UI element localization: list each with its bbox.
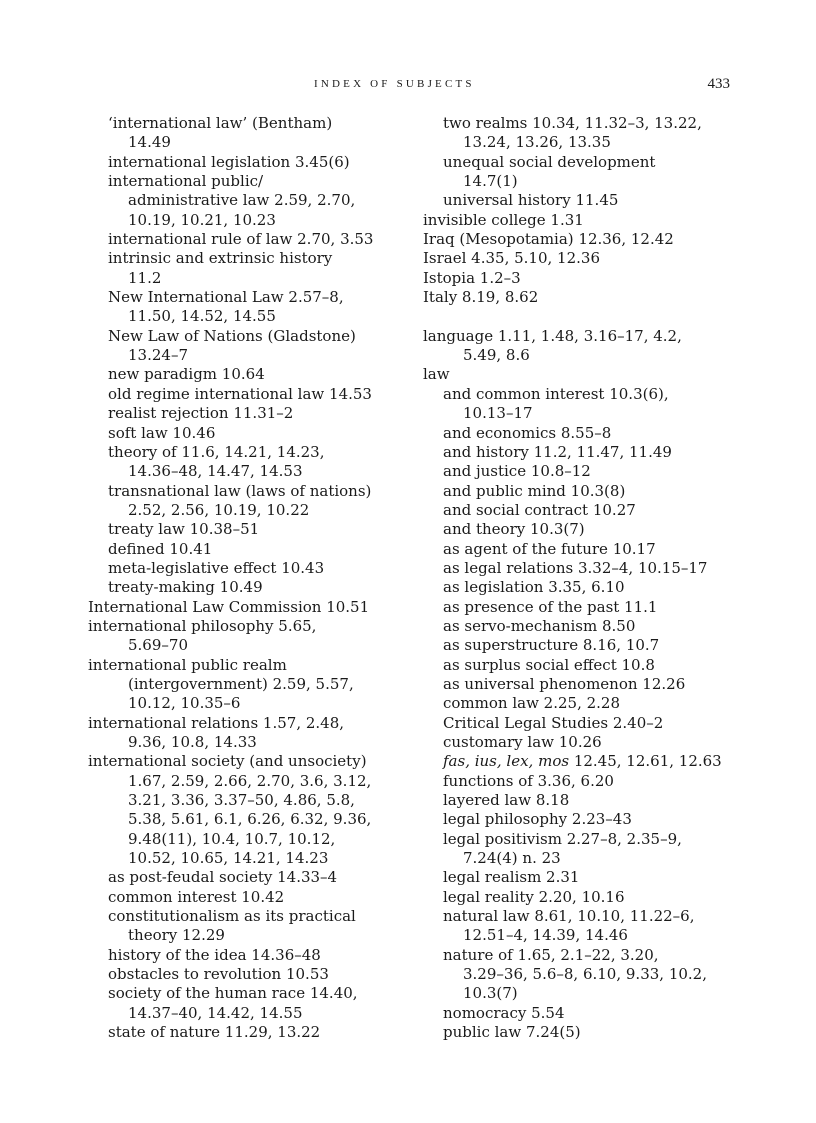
index-subentry: as surplus social effect 10.8 [443,655,655,674]
index-subentry: old regime international law 14.53 [108,384,372,403]
index-continuation: 10.3(7) [463,984,518,1003]
index-subentry: and social contract 10.27 [443,500,636,519]
index-continuation: theory 12.29 [128,926,225,945]
index-continuation: 14.49 [128,133,171,152]
index-subentry: intrinsic and extrinsic history [108,249,333,268]
index-continuation: 5.69–70 [128,636,188,655]
index-subentry: legal reality 2.20, 10.16 [443,887,625,906]
index-continuation: 7.24(4) n. 23 [463,849,561,868]
index-subentry: legal realism 2.31 [443,868,580,887]
index-entry: international philosophy 5.65, [88,616,317,635]
index-subentry: functions of 3.36, 6.20 [443,771,614,790]
index-subentry: state of nature 11.29, 13.22 [108,1023,321,1042]
index-subentry: public law 7.24(5) [443,1023,581,1042]
index-entry: international society (and unsociety) [88,752,367,771]
index-subentry [423,752,743,771]
index-subentry: and history 11.2, 11.47, 11.49 [443,442,672,461]
index-subentry: and economics 8.55–8 [443,423,612,442]
index-subentry: treaty law 10.38–51 [108,520,260,539]
index-continuation: 10.19, 10.21, 10.23 [128,210,276,229]
index-subentry: as legislation 3.35, 6.10 [443,578,625,597]
index-subentry: as agent of the future 10.17 [443,539,656,558]
index-subentry: international public/ [108,172,264,191]
index-column-right [423,114,743,1043]
index-subentry: theory of 11.6, 14.21, 14.23, [108,442,325,461]
index-subentry: transnational law (laws of nations) [108,481,372,500]
index-continuation: 2.52, 2.56, 10.19, 10.22 [128,500,310,519]
index-entry: international relations 1.57, 2.48, [88,713,345,732]
index-continuation: 11.50, 14.52, 14.55 [128,307,276,326]
index-subentry: as universal phenomenon 12.26 [443,674,686,693]
index-subentry: international rule of law 2.70, 3.53 [108,230,374,249]
index-continuation: 12.51–4, 14.39, 14.46 [463,926,628,945]
index-continuation: 14.7(1) [463,172,518,191]
index-subentry: unequal social development [443,152,656,171]
index-entry: language 1.11, 1.48, 3.16–17, 4.2, [423,326,682,345]
running-head: INDEX OF SUBJECTS [314,78,475,90]
index-entry: invisible college 1.31 [423,210,584,229]
index-continuation: 3.29–36, 5.6–8, 6.10, 9.33, 10.2, [463,965,707,984]
index-continuation: 3.21, 3.36, 3.37–50, 4.86, 5.8, [128,791,355,810]
index-entry: Iraq (Mesopotamia) 12.36, 12.42 [423,230,674,249]
index-continuation: 14.37–40, 14.42, 14.55 [128,1003,303,1022]
index-continuation: 5.38, 5.61, 6.1, 6.26, 6.32, 9.36, [128,810,372,829]
index-subentry: as legal relations 3.32–4, 10.15–17 [443,558,708,577]
index-subentry: legal philosophy 2.23–43 [443,810,632,829]
index-subentry: new paradigm 10.64 [108,365,265,384]
page-number: 433 [707,76,730,92]
index-column-left [88,114,418,1043]
index-continuation: 10.13–17 [463,404,533,423]
index-continuation: 5.49, 8.6 [463,346,530,365]
index-continuation: 13.24–7 [128,346,188,365]
index-subentry: history of the idea 14.36–48 [108,945,321,964]
index-continuation: 9.48(11), 10.4, 10.7, 10.12, [128,829,336,848]
index-subentry: and public mind 10.3(8) [443,481,626,500]
index-continuation: (intergovernment) 2.59, 5.57, [128,674,354,693]
index-continuation: 14.36–48, 14.47, 14.53 [128,462,303,481]
index-subentry: customary law 10.26 [443,733,602,751]
index-subentry: soft law 10.46 [108,423,216,442]
index-subentry: as superstructure 8.16, 10.7 [443,636,660,655]
index-entry: Istopia 1.2–3 [423,268,521,287]
index-subentry: obstacles to revolution 10.53 [108,965,329,984]
index-subentry: nature of 1.65, 2.1–22, 3.20, [443,945,659,964]
index-continuation: 10.12, 10.35–6 [128,694,241,713]
index-entry: international public realm [88,655,287,674]
index-subentry: New Law of Nations (Gladstone) [108,326,356,345]
index-subentry: universal history 11.45 [443,191,619,210]
index-subentry: layered law 8.18 [443,791,570,810]
index-subentry: as post-feudal society 14.33–4 [108,868,338,887]
index-continuation: 13.24, 13.26, 13.35 [463,133,611,152]
index-subentry: ‘international law’ (Bentham) [108,114,333,132]
index-continuation: 11.2 [128,268,162,287]
index-continuation: 9.36, 10.8, 14.33 [128,733,257,751]
index-entry: International Law Commission 10.51 [88,597,370,616]
index-subentry: New International Law 2.57–8, [108,288,344,307]
index-subentry: common law 2.25, 2.28 [443,694,621,713]
index-subentry: as presence of the past 11.1 [443,597,658,616]
index-subentry: Critical Legal Studies 2.40–2 [443,713,664,732]
index-subentry: society of the human race 14.40, [108,984,358,1003]
index-entry-italic: fas, ius, lex, mos [443,752,570,771]
index-continuation: 1.67, 2.59, 2.66, 2.70, 3.6, 3.12, [128,771,372,790]
index-subentry: nomocracy 5.54 [443,1003,565,1022]
index-subentry: defined 10.41 [108,539,213,558]
index-subentry: treaty-making 10.49 [108,578,263,597]
index-subentry: and justice 10.8–12 [443,462,591,481]
index-entry-text: 12.45, 12.61, 12.63 [569,752,722,771]
index-continuation: administrative law 2.59, 2.70, [128,191,356,210]
index-subentry: two realms 10.34, 11.32–3, 13.22, [443,114,702,132]
index-subentry: and theory 10.3(7) [443,520,585,539]
index-entry: Israel 4.35, 5.10, 12.36 [423,249,600,268]
index-subentry: meta-legislative effect 10.43 [108,558,325,577]
index-continuation: 10.52, 10.65, 14.21, 14.23 [128,849,329,868]
index-entry: Italy 8.19, 8.62 [423,288,539,307]
index-subentry: legal positivism 2.27–8, 2.35–9, [443,829,682,848]
index-subentry: constitutionalism as its practical [108,907,356,926]
index-subentry: realist rejection 11.31–2 [108,404,294,423]
index-subentry: natural law 8.61, 10.10, 11.22–6, [443,907,695,926]
index-subentry: and common interest 10.3(6), [443,384,669,403]
index-subentry: international legislation 3.45(6) [108,152,350,171]
section-gap [423,307,743,326]
index-subentry: common interest 10.42 [108,887,285,906]
index-subentry: as servo-mechanism 8.50 [443,616,636,635]
index-entry: law [423,365,450,384]
